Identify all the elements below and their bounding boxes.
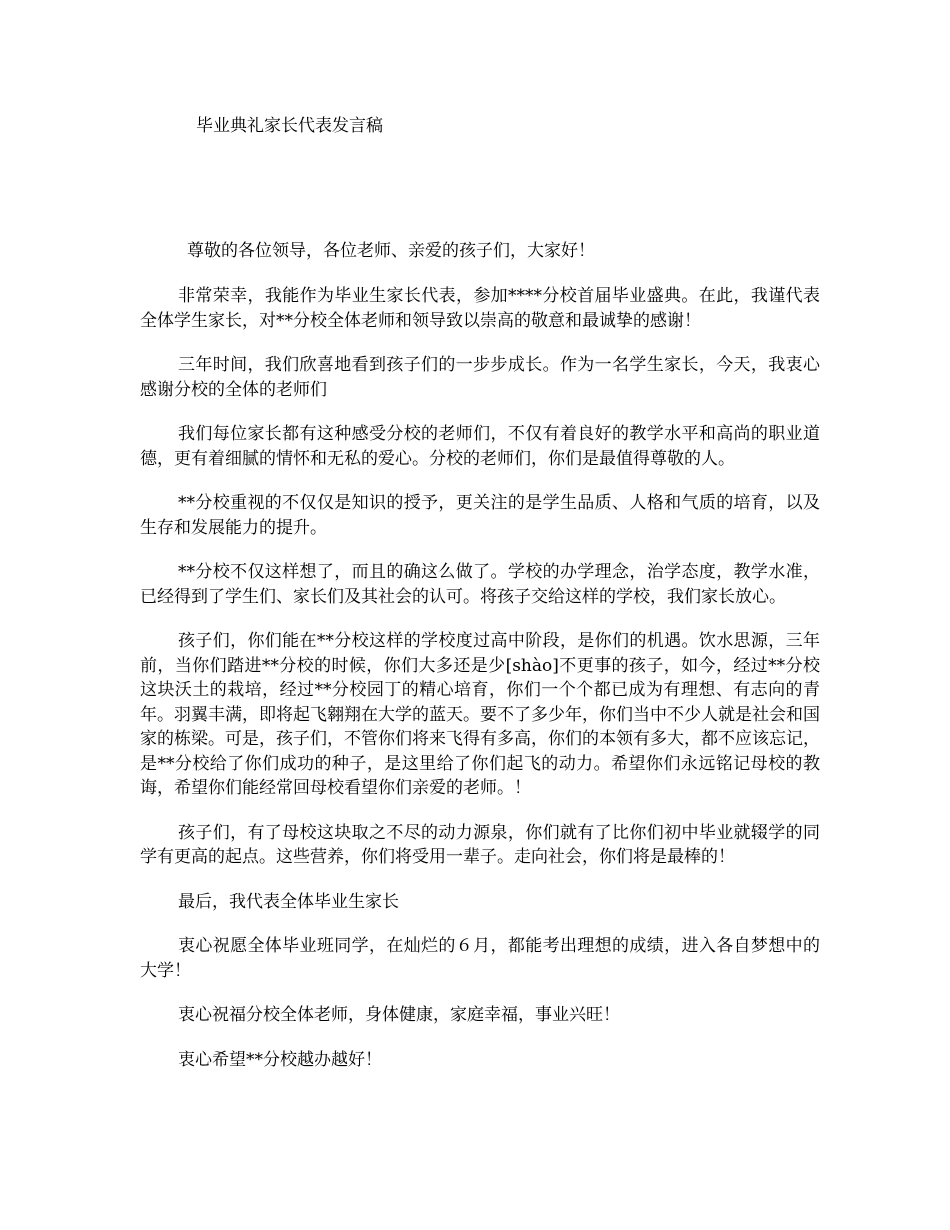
paragraph-8: 最后，我代表全体毕业生家长 xyxy=(178,891,399,912)
document-title: 毕业典礼家长代表发言稿 xyxy=(196,116,383,136)
paragraph-3: 我们每位家长都有这种感受分校的老师们，不仅有着良好的教学水平和高尚的职业道德，更有着细腻的情怀和无私的爱心。分校的老师们，你们是最值得尊敬的人。 xyxy=(140,424,820,469)
speech-body xyxy=(140,284,820,1092)
paragraph-4: **分校重视的不仅仅是知识的授予，更关注的是学生品质、人格和气质的培育，以及生存和发展能力的提升。 xyxy=(140,493,820,538)
paragraph-9: 衷心祝愿全体毕业班同学，在灿烂的６月，都能考出理想的成绩，进入各自梦想中的大学！ xyxy=(140,936,820,981)
salutation: 尊敬的各位领导，各位老师、亲爱的孩子们，大家好！ xyxy=(187,241,595,261)
paragraph-11: 衷心希望**分校越办越好！ xyxy=(178,1049,382,1070)
paragraph-7: 孩子们，有了母校这块取之不尽的动力源泉，你们就有了比你们初中毕业就辍学的同学有更高的起点。这些营养，你们将受用一辈子。走向社会，你们将是最棒的！ xyxy=(140,822,820,867)
paragraph-2: 三年时间，我们欣喜地看到孩子们的一步步成长。作为一名学生家长，今天，我衷心感谢分校的全体的老师们 xyxy=(140,355,820,400)
paragraph-10: 衷心祝福分校全体老师，身体健康，家庭幸福，事业兴旺！ xyxy=(178,1005,620,1025)
paragraph-1: 非常荣幸，我能作为毕业生家长代表，参加****分校首届毕业盛典。在此，我谨代表全体学生家长，对**分校全体老师和领导致以崇高的敬意和最诚挚的感谢！ xyxy=(140,286,820,331)
paragraph-6: 孩子们，你们能在**分校这样的学校度过高中阶段，是你们的机遇。饮水思源，三年前，当你们踏进**分校的时候，你们大多还是少[shào]不更事的孩子，如今，经过**分校这块沃土的栽培，经过**分校园丁的精心培育，你们一个个都已成为有理想、有志向的青年。羽翼丰满，即将起飞翱翔在大学的蓝天。要不了多少年，你们当中不少人就是社会和国家的栋梁。可是，孩子们，不管你们将来飞得有多高，你们的本领有多大，都不应该忘记，是**分校给了你们成功的种子，是这里给了你们起飞的动力。希望你们永远铭记母校的教诲，希望你们能经常回母校看望你们亲爱的老师。！ xyxy=(140,631,820,798)
paragraph-5: **分校不仅这样想了，而且的确这么做了。学校的办学理念，治学态度，教学水准，已经得到了学生们、家长们及其社会的认可。将孩子交给这样的学校，我们家长放心。 xyxy=(140,562,820,607)
